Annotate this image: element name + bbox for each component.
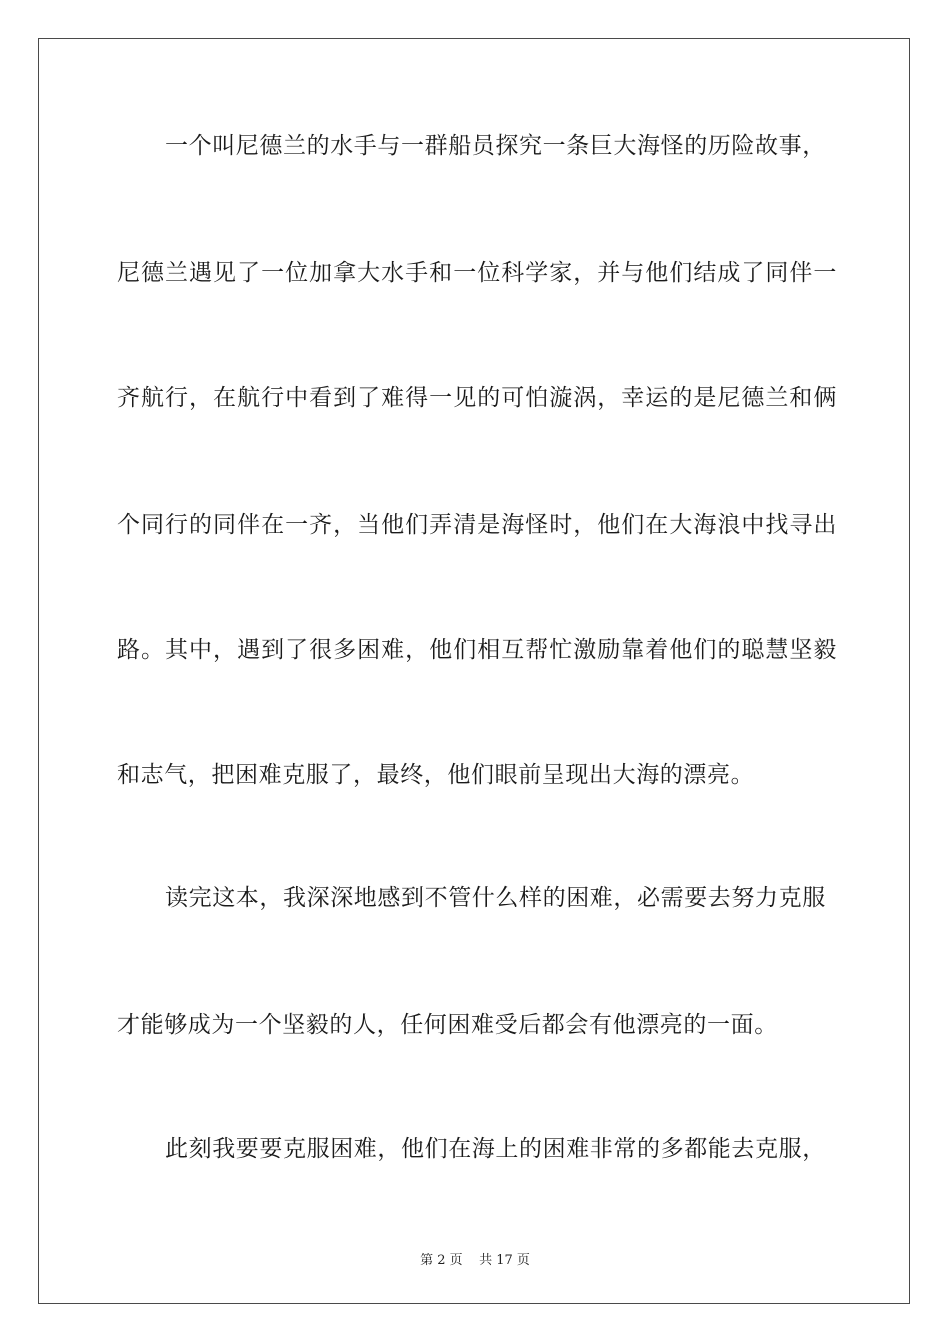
text-line: 一个叫尼德兰的水手与一群船员探究一条巨大海怪的历险故事， [165, 133, 826, 159]
text-line: 此刻我要要克服困难，他们在海上的困难非常的多都能去克服， [165, 1136, 826, 1162]
page-border [38, 38, 910, 1304]
page-number: 第 2 页 共 17 页 [420, 1253, 530, 1268]
text-line: 才能够成为一个坚毅的人，任何困难受后都会有他漂亮的一面。 [117, 1012, 778, 1038]
text-line: 尼德兰遇见了一位加拿大水手和一位科学家，并与他们结成了同伴一 [117, 260, 837, 286]
text-line: 齐航行，在航行中看到了难得一见的可怕漩涡，幸运的是尼德兰和俩 [117, 385, 837, 411]
text-line: 读完这本，我深深地感到不管什么样的困难，必需要去努力克服 [165, 885, 826, 911]
text-line: 个同行的同伴在一齐，当他们弄清是海怪时，他们在大海浪中找寻出 [117, 512, 837, 538]
text-line: 和志气，把困难克服了，最终，他们眼前呈现出大海的漂亮。 [117, 762, 755, 788]
text-line: 路。其中，遇到了很多困难，他们相互帮忙激励靠着他们的聪慧坚毅 [117, 637, 837, 663]
